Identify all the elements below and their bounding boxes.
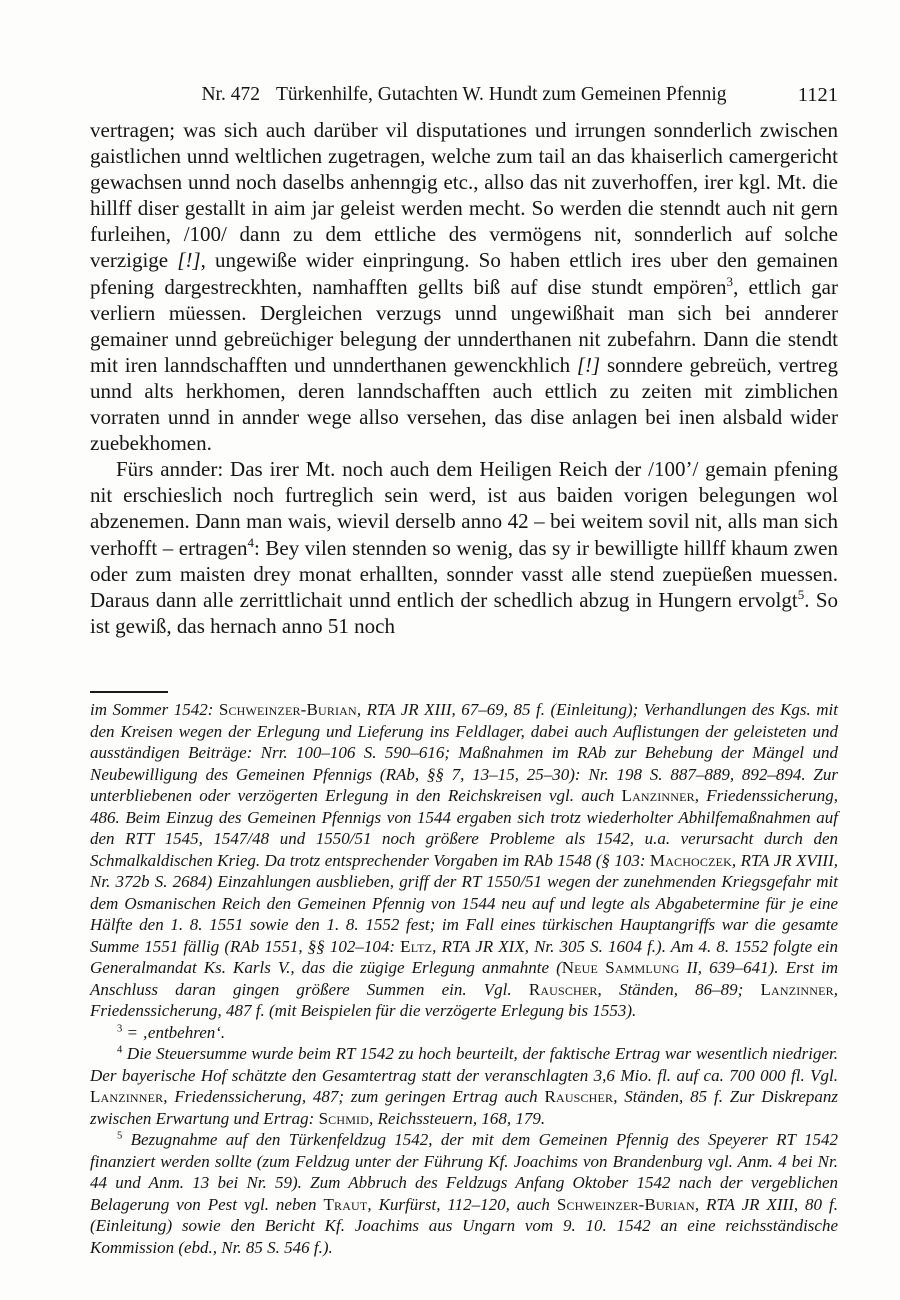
text-segment: Die Steuersumme wurde beim RT 1542 zu hoch beurteilt, der faktische Ertrag war wesentlich niedriger. Der bayerische Hof schätzte den Gesamtertrag statt der veranschlagten 3,6 Mio. fl. auf ca. 700 000 fl. Vgl. <box>90 1044 838 1085</box>
text-segment: , RTA JR XVIII, Nr. 372b S. 2684) Einzahlungen ausblieben, griff der RT 1550/51 wegen der zunehmenden Kriegsgefahr mit dem Osmanischen Reich den Gemeinen Pfennig von 1544 neu auf und legte als Abgabetermine für je eine Hälfte den 1. 8. 1551 sowie den 1. 8. 1552 fest; im Fall eines türkischen Hauptangriffs war die gesamte Summe 1551 fällig (RAb 1551, §§ 102–104: <box>90 850 838 956</box>
text-segment: II, 639–641). Erst im Anschluss daran gingen größere Summen ein. Vgl. <box>90 958 838 999</box>
text-segment: [!] <box>177 248 201 273</box>
text-segment: vertragen; was sich auch darüber vil disputationes und irrungen sonnderlich zwischen gaistlichen unnd weltlichen zugetragen, welche zum tail an das khaiserlich camergericht gewachsen unnd noch daselbs anhenngig etc., allso das nit zuverhoffen, irer kgl. Mt. die hillff diser gestallt in aim jar geleist werden mecht. So werden die stenndt auch nit gern furleihen, /100/ dann zu dem ettliche des vermögens nit, sonnderlich auf solche verzigige <box>90 118 838 273</box>
text-segment: , Friedenssicherung, 487; zum geringen Ertrag auch <box>163 1087 545 1106</box>
paragraph <box>90 456 838 639</box>
text-segment: Lanzinner <box>621 786 695 805</box>
text-segment: Traut <box>323 1194 368 1214</box>
text-segment: Lanzinner <box>760 979 834 999</box>
text-segment: Machoczek <box>649 850 732 870</box>
paragraph <box>90 699 838 1022</box>
footnote-marker: 4 <box>247 534 255 550</box>
text-segment: im Sommer 1542: <box>90 700 219 719</box>
document-number: Nr. 472 <box>201 84 260 105</box>
text-segment: Schmid <box>318 1108 370 1128</box>
text-segment: Eltz <box>400 936 433 956</box>
running-head <box>90 83 838 107</box>
footnote-marker: 4 <box>117 1044 123 1056</box>
paragraph <box>90 117 838 456</box>
text-segment: , RTA JR XIII, 80 f. (Einleitung) sowie den Bericht Kf. Joachims aus Ungarn vom 9. 10. 1542 an eine reichsständische Kommission (ebd., Nr. 85 S. 546 f.). <box>90 1194 838 1257</box>
paragraph <box>90 1129 838 1258</box>
text-segment: sonndere gebreüch, vertreg unnd alts herkhomen, deren lanndschafften auch ettlich zu zeiten mit zimblichen vorraten unnd in annder wege allso versehen, das dise anlagen bei inen alsbald wider zuebekhomen. <box>90 352 838 456</box>
text-segment: , ettlich gar verliern müessen. Dergleichen verzugs unnd ungewißhait man sich bei annderer gemainer unnd gebreüchiger belegung der unnderthanen nit zubefahrn. Dann die stendt mit iren lanndschafften und unnderthanen gewenckhlich <box>90 274 838 377</box>
text-segment: , Friedenssicherung, 487 f. (mit Beispielen für die verzögerte Erlegung bis 1553). <box>90 979 838 1020</box>
text-segment: : Bey vilen stennden so wenig, das sy ir bewilligte hillff khaum zwen oder zum maisten drey monat erhallten, sonnder vasst alle stend zuepüeßen muessen. Daraus dann alle zerrittlichait unnd entlich der schedlich abzug in Hungern ervolgt <box>90 535 839 612</box>
text-segment: Neue Sammlung <box>561 958 680 977</box>
text-segment: [!] <box>576 352 601 377</box>
text-segment: , Friedenssicherung, 486. Beim Einzug des Gemeinen Pfennigs von 1544 ergaben sich trotz wiederholter Abhilfemaßnahmen auf den RTT 1545, 1547/48 und 1550/51 noch größere Probleme als 1542, u.a. verursacht durch den Schmalkaldischen Krieg. Da trotz entsprechender Vorgaben im RAb 1548 (§ 103: <box>90 786 838 870</box>
paragraph <box>90 1022 838 1044</box>
text-segment: . So ist gewiß, das hernach anno 51 noch <box>90 587 838 638</box>
text-segment: , RTA JR XIX, Nr. 305 S. 1604 f.). Am 4. 8. 1552 folgte ein Generalmandat Ks. Karls V., das die zügige Erlegung anmahnte ( <box>90 936 838 977</box>
document-title: Türkenhilfe, Gutachten W. Hundt zum Gemeinen Pfennig <box>275 84 727 105</box>
text-segment: , Reichssteuern, 168, 179. <box>369 1108 546 1128</box>
text-segment: , Ständen, 85 f. Zur Diskrepanz zwischen Erwartung und Ertrag: <box>90 1087 838 1128</box>
footnotes-block <box>90 699 838 1258</box>
paragraph <box>90 1043 838 1129</box>
text-segment: Schweinzer-Burian <box>556 1194 695 1214</box>
text-segment: = ‚entbehren‘. <box>122 1022 226 1042</box>
footnote-marker: 3 <box>726 273 734 289</box>
main-text <box>90 117 838 639</box>
text-segment: Rauscher <box>528 979 598 999</box>
running-head-title-group <box>90 83 838 107</box>
text-segment: Schweinzer-Burian <box>218 700 357 719</box>
footnote-marker: 3 <box>117 1022 123 1034</box>
text-segment: Lanzinner <box>90 1087 164 1106</box>
footnote-separator-rule <box>90 691 168 693</box>
text-segment: Rauscher <box>544 1087 614 1106</box>
text-segment: , RTA JR XIII, 67–69, 85 f. (Einleitung); Verhandlungen des Kgs. mit den Kreisen wegen der Erlegung und Lieferung ins Feldlager, dabei auch Auflistungen der geleisteten und ausständigen Beiträge: Nrr. 100–106 S. 590–616; Maßnahmen im RAb zur Behebung der Mängel und Neubewilligung des Gemeinen Pfennigs (RAb, §§ 7, 13–15, 25–30): Nr. 198 S. 887–889, 892–894. Zur unterbliebenen oder verzögerten Erlegung in den Reichskreisen vgl. auch <box>90 700 838 805</box>
text-segment: , Ständen, 86–89; <box>597 979 761 999</box>
text-segment: , Kurfürst, 112–120, auch <box>367 1194 557 1214</box>
text-segment: Bezugnahme auf den Türkenfeldzug 1542, der mit dem Gemeinen Pfennig des Speyerer RT 1542 finanziert werden sollte (zum Feldzug unter der Führung Kf. Joachims von Brandenburg vgl. Anm. 4 bei Nr. 44 und Anm. 13 bei Nr. 59). Zum Abbruch des Feldzugs Anfang Oktober 1542 nach der vergeblichen Belagerung von Pest vgl. neben <box>90 1130 838 1214</box>
footnote-marker: 5 <box>797 586 805 602</box>
page-number: 1121 <box>797 84 838 106</box>
text-segment: Fürs annder: Das irer Mt. noch auch dem Heiligen Reich der /100’/ gemain pfening nit erschieslich noch furtreglich sein werd, ist aus baiden vorigen belegungen wol abzenemen. Dann man wais, wievil derselb anno 42 – bei weitem sovil nit, alls man sich verhofft – ertragen <box>90 457 838 560</box>
footnote-marker: 5 <box>117 1130 123 1142</box>
text-segment: , ungewiße wider einpringung. So haben ettlich ires uber den gemainen pfening dargestreckhten, namhafften gellts biß auf dise stundt empören <box>90 248 838 299</box>
